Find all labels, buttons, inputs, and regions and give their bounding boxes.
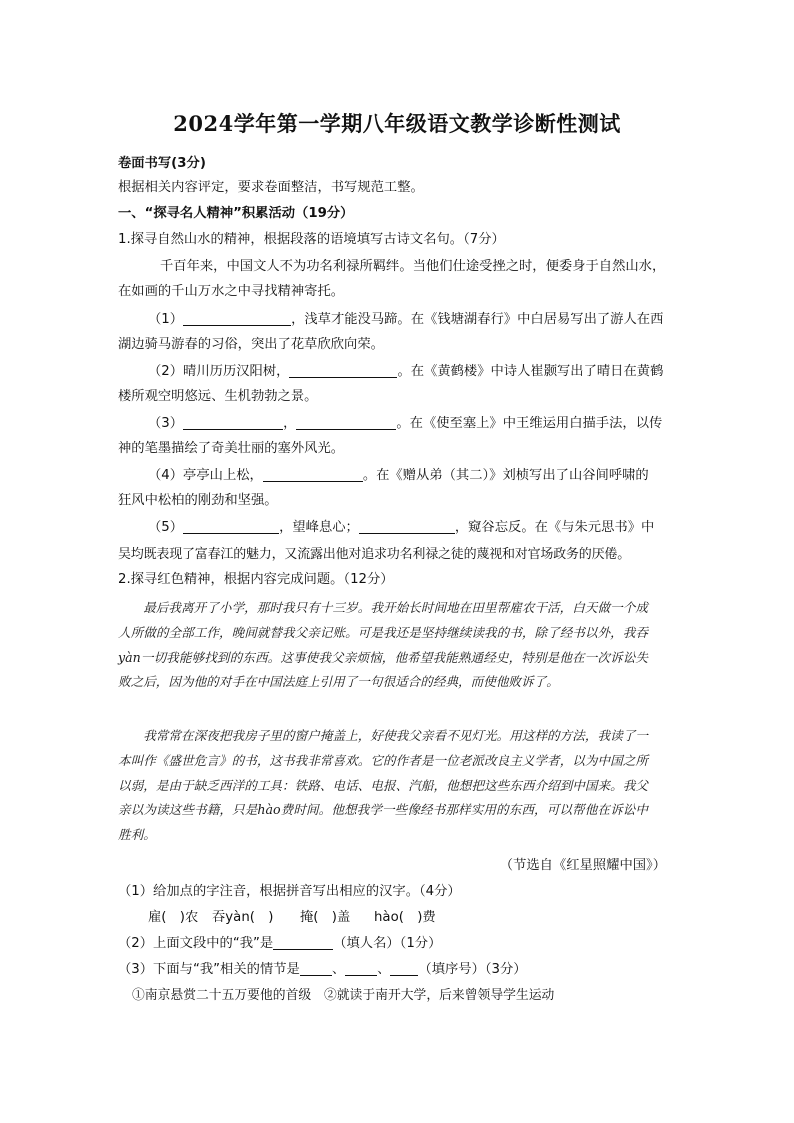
item-text: ，望峰息心； bbox=[279, 520, 359, 535]
item-text: （4）亭亭山上松， bbox=[148, 468, 263, 483]
pinyin-item[interactable]: 吞yàn( ) bbox=[212, 910, 274, 925]
q1-item-5-cont: 吴均既表现了富春江的魅力，又流露出他对追求功名利禄之徒的蔑视和对官场政务的厌倦。 bbox=[118, 547, 631, 562]
q1-item-1-cont: 湖边骑马游春的习俗，突出了花草欣欣向荣。 bbox=[118, 337, 384, 352]
answer-blank[interactable] bbox=[390, 961, 418, 976]
answer-blank[interactable] bbox=[273, 935, 333, 950]
answer-blank[interactable] bbox=[183, 415, 283, 430]
item-text: ，窥谷忘反。在《与朱元思书》中 bbox=[454, 520, 655, 535]
separator: ， bbox=[283, 416, 297, 431]
q1-item-2-cont: 楼所观空明悠远、生机勃勃之景。 bbox=[118, 389, 318, 404]
separator: 、 bbox=[331, 962, 346, 977]
q1-item-1 bbox=[148, 310, 678, 330]
answer-blank[interactable] bbox=[183, 519, 279, 534]
sub-question-3 bbox=[118, 960, 678, 980]
answer-blank[interactable] bbox=[183, 311, 291, 326]
section-heading: 一、“探寻名人精神”积累活动（19分） bbox=[118, 206, 354, 221]
pinyin-item[interactable]: 掩( )盖 bbox=[300, 910, 351, 925]
intro-line-2: 在如画的千山万水之中寻找精神寄托。 bbox=[118, 284, 345, 299]
sub-question-3-note: （填序号）（3分） bbox=[418, 962, 527, 977]
sub-question-2-text: （2）上面文段中的“我”是 bbox=[118, 936, 274, 951]
page-title: 2024学年第一学期八年级语文教学诊断性测试 bbox=[173, 111, 621, 136]
item-text: （2）晴川历历汉阳树， bbox=[148, 364, 290, 379]
q1-item-4-cont: 狂风中松柏的刚劲和坚强。 bbox=[118, 493, 278, 508]
answer-blank[interactable] bbox=[296, 415, 396, 430]
sub-question-1: （1）给加点的字注音，根据拼音写出相应的汉字。（4分） bbox=[118, 884, 461, 899]
sub-question-2-note: （填人名）（1分） bbox=[333, 936, 442, 951]
q1-item-4 bbox=[148, 466, 678, 486]
passage-source: （节选自《红星照耀中国》） bbox=[499, 858, 666, 873]
item-text: 。在《使至塞上》中王维运用白描手法，以传 bbox=[396, 416, 663, 431]
answer-blank[interactable] bbox=[300, 961, 332, 976]
answer-blank[interactable] bbox=[263, 467, 363, 482]
q1-item-3-cont: 神的笔墨描绘了奇美壮丽的塞外风光。 bbox=[118, 441, 345, 456]
item-text: ，浅草才能没马蹄。在《钱塘湖春行》中白居易写出了游人在西 bbox=[291, 312, 664, 327]
sub-question-2 bbox=[118, 934, 678, 954]
answer-blank[interactable] bbox=[345, 961, 377, 976]
q1-item-3 bbox=[148, 414, 678, 434]
item-number: （1） bbox=[148, 312, 184, 327]
item-number: （3） bbox=[148, 416, 184, 431]
question-2-stem: 2.探寻红色精神，根据内容完成问题。（12分） bbox=[118, 572, 394, 587]
separator: 、 bbox=[377, 962, 391, 977]
question-1-stem: 1.探寻自然山水的精神，根据段落的语境填写古诗文名句。（7分） bbox=[118, 232, 505, 247]
q1-item-2 bbox=[148, 362, 678, 382]
writing-instruction: 根据相关内容评定，要求卷面整洁，书写规范工整。 bbox=[118, 180, 424, 195]
intro-line-1: 千百年来，中国文人不为功名利禄所羁绊。当他们仕途受挫之时，便委身于自然山水， bbox=[160, 259, 666, 274]
pinyin-item[interactable]: hào( )费 bbox=[374, 910, 436, 925]
q1-item-5 bbox=[148, 518, 678, 538]
passage-paragraph-1: 最后我离开了小学，那时我只有十三岁。我开始长时间地在田里帮雇农干活，白天做一个成人所做的全部工作，晚间就替我父亲记账。可是我还是坚持继续读我的书，除了经书以外，我吞yàn一切我能够找到的东西。这事使我父亲烦恼，他希望我能熟通经史，特别是他在一次诉讼失败之后，因为他的对手在中国法庭上引用了一句很适合的经典，而使他败诉了。 bbox=[118, 600, 648, 690]
options-line: ①南京悬赏二十五万要他的首级 ②就读于南开大学，后来曾领导学生运动 bbox=[132, 988, 555, 1003]
answer-blank[interactable] bbox=[289, 363, 397, 378]
pinyin-row bbox=[148, 908, 708, 928]
item-number: （5） bbox=[148, 520, 184, 535]
writing-heading: 卷面书写(3分) bbox=[118, 156, 206, 171]
answer-blank[interactable] bbox=[359, 519, 455, 534]
pinyin-item[interactable]: 雇( )农 bbox=[148, 910, 199, 925]
item-text: 。在《赠从弟（其二）》刘桢写出了山谷间呼啸的 bbox=[362, 468, 649, 483]
sub-question-3-text: （3）下面与“我”相关的情节是 bbox=[118, 962, 300, 977]
passage-paragraph-2: 我常常在深夜把我房子里的窗户掩盖上，好使我父亲看不见灯光。用这样的方法，我读了一本叫作《盛世危言》的书，这书我非常喜欢。它的作者是一位老派改良主义学者，以为中国之所以弱，是由于缺乏西洋的工具：铁路、电话、电报、汽船，他想把这些东西介绍到中国来。我父亲以为读这些书籍，只是hào费时间。他想我学一些像经书那样实用的东西，可以帮他在诉讼中胜利。 bbox=[118, 728, 648, 843]
item-text: 。在《黄鹤楼》中诗人崔颢写出了晴日在黄鹤 bbox=[397, 364, 664, 379]
